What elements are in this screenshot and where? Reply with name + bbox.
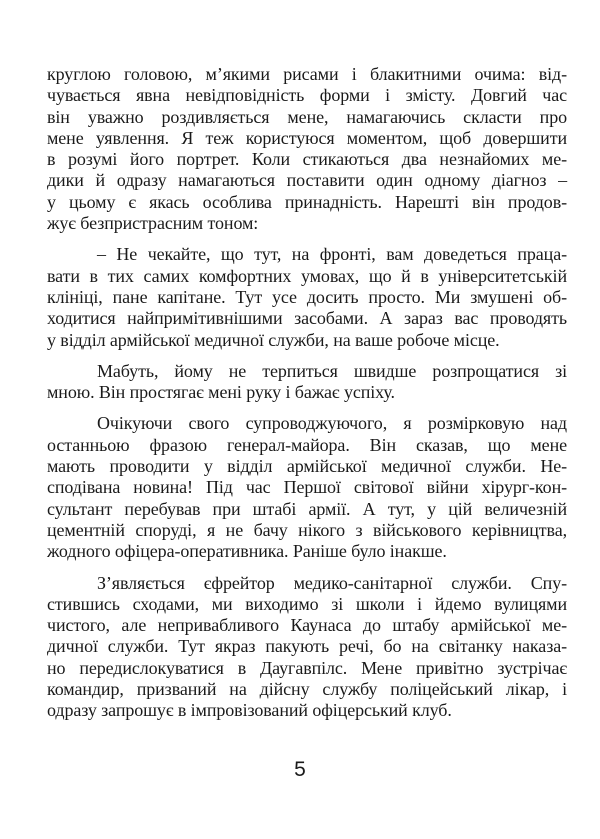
text-line: дики й одразу намагаються поставити один одному діагноз – bbox=[47, 170, 567, 191]
text-line: у цьому є якась особлива принадність. Нарешті він продов- bbox=[47, 191, 567, 212]
text-line: но передислокуватися в Даугавпілс. Мене привітно зустрічає bbox=[47, 657, 567, 678]
text-line: круглою головою, м’якими рисами і блакитними очима: від- bbox=[47, 64, 567, 84]
text-line: жодного офіцера-оперативника. Раніше було інакше. bbox=[47, 541, 447, 562]
text-line: у відділ армійської медичної служби, на ваше робоче місце. bbox=[47, 329, 500, 350]
text-line: стившись сходами, ми виходимо зі школи і йдемо вулицями bbox=[47, 593, 567, 614]
text-line: вати в тих самих комфортних умовах, що й в університетській bbox=[47, 265, 567, 286]
paragraph bbox=[47, 244, 567, 350]
text-line: дичної служби. Тут якраз пакують речі, бо на світанку наказа- bbox=[47, 636, 567, 657]
text-line: чистого, але непривабливого Каунаса до штабу армійської ме- bbox=[47, 615, 567, 636]
text-line: З’являється єфрейтор медико-санітарної служби. Спу- bbox=[97, 572, 567, 593]
paragraph bbox=[47, 64, 567, 234]
text-line: одразу запрошує в імпровізований офіцерський клуб. bbox=[47, 700, 452, 721]
text-line: в розумі його портрет. Коли стикаються два незнайомих ме- bbox=[47, 149, 567, 170]
text-line: мають проводити у відділ армійської медичної служби. Не- bbox=[47, 456, 567, 477]
text-line: – Не чекайте, що тут, на фронті, вам доведеться праца- bbox=[97, 244, 567, 265]
text-line: Мабуть, йому не терпиться швидше розпрощатися зі bbox=[97, 360, 567, 381]
paragraph bbox=[47, 573, 567, 722]
page-body bbox=[47, 64, 567, 732]
text-line: мною. Він простягає мені руку і бажає успіху. bbox=[47, 382, 395, 403]
text-line: чувається явна невідповідність форми і змісту. Довгий час bbox=[47, 85, 567, 106]
text-line: сультант перебував при штабі армії. А тут, у цій величезній bbox=[47, 498, 567, 519]
text-line: командир, призваний на дійсну службу поліцейський лікар, і bbox=[47, 679, 567, 700]
text-line: цементній споруді, я не бачу нікого з військового керівництва, bbox=[47, 519, 567, 540]
text-line: мене уявлення. Я теж користуюся моментом, щоб довершити bbox=[47, 127, 567, 148]
paragraph bbox=[47, 413, 567, 562]
page-number: 5 bbox=[294, 758, 306, 781]
text-line: клініці, пане капітане. Тут усе досить просто. Ми змушені об- bbox=[47, 286, 567, 307]
text-line: сподівана новина! Під час Першої світової війни хірург-кон- bbox=[47, 477, 567, 498]
text-line: останньою фразою генерал-майора. Він сказав, що мене bbox=[47, 434, 567, 455]
paragraph bbox=[47, 361, 567, 404]
text-line: Очікуючи свого супроводжуючого, я розмірковую над bbox=[97, 413, 567, 434]
text-line: жує безпристрасним тоном: bbox=[47, 213, 259, 234]
text-line: ходитися найпримітивнішими засобами. А зараз вас проводять bbox=[47, 308, 567, 329]
text-line: він уважно роздивляється мене, намагаючись скласти про bbox=[47, 106, 567, 127]
